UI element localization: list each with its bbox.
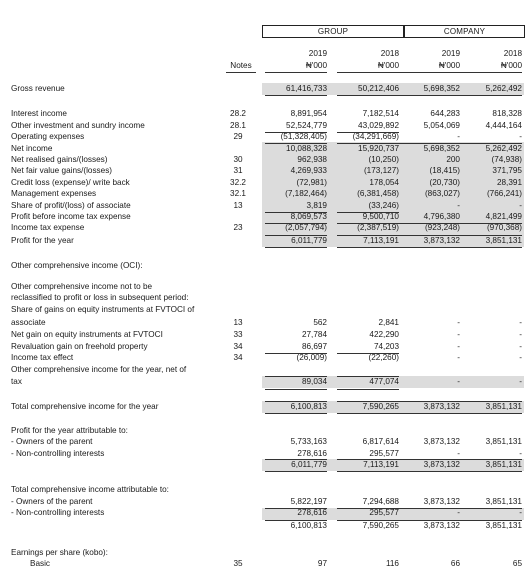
amount-cell: (2,387,519) bbox=[357, 223, 399, 232]
subtotal-rule bbox=[398, 95, 460, 96]
amount-cell: 4,444,164 bbox=[485, 121, 522, 130]
amount-cell: - bbox=[457, 508, 460, 517]
amount-cell: 4,796,380 bbox=[423, 212, 460, 221]
subtotal-rule bbox=[460, 520, 522, 521]
amount-cell: (72,981) bbox=[296, 178, 327, 187]
amount-cell: 5,698,352 bbox=[423, 144, 460, 153]
subtotal-rule bbox=[460, 223, 522, 224]
amount-cell: 3,873,132 bbox=[423, 497, 460, 506]
line-item-label: tax bbox=[11, 377, 22, 386]
line-item-label: - Owners of the parent bbox=[11, 497, 93, 506]
amount-cell: 6,011,779 bbox=[291, 460, 327, 469]
amount-cell: (923,248) bbox=[424, 223, 460, 232]
amount-cell: 3,851,131 bbox=[485, 460, 522, 469]
amount-cell: (33,246) bbox=[368, 201, 399, 210]
subtotal-rule bbox=[265, 235, 327, 236]
line-item-label: Net gain on equity instruments at FVTOCI bbox=[11, 330, 163, 339]
line-item-label: associate bbox=[11, 318, 46, 327]
subtotal-rule bbox=[398, 247, 460, 248]
amount-cell: 6,100,813 bbox=[290, 521, 327, 530]
amount-cell: 818,328 bbox=[492, 109, 522, 118]
line-item-label: Profit for the year bbox=[11, 236, 74, 245]
amount-cell: 278,616 bbox=[297, 449, 327, 458]
year-header: 2019 bbox=[308, 49, 327, 58]
amount-cell: 3,873,132 bbox=[423, 521, 460, 530]
amount-cell: 7,294,688 bbox=[362, 497, 399, 506]
amount-cell: 43,029,892 bbox=[358, 121, 399, 130]
subtotal-rule bbox=[337, 471, 399, 472]
amount-cell: - bbox=[519, 318, 522, 327]
amount-cell: 422,290 bbox=[369, 330, 399, 339]
amount-cell: (7,182,464) bbox=[285, 189, 327, 198]
amount-cell: 3,873,132 bbox=[423, 402, 460, 411]
header-underline bbox=[337, 72, 399, 73]
amount-cell: 178,054 bbox=[369, 178, 399, 187]
amount-cell: 28,391 bbox=[496, 178, 522, 187]
subtotal-rule bbox=[337, 401, 399, 402]
subtotal-rule bbox=[337, 247, 399, 248]
amount-cell: 295,577 bbox=[369, 449, 399, 458]
amount-cell: (10,250) bbox=[368, 155, 399, 164]
subtotal-rule bbox=[337, 223, 399, 224]
amount-cell: (22,260) bbox=[368, 353, 399, 362]
amount-cell: 8,069,573 bbox=[290, 212, 327, 221]
amount-cell: 7,590,265 bbox=[362, 521, 399, 530]
line-item-label: reclassified to profit or loss in subsequent period: bbox=[11, 293, 189, 302]
note-ref: 34 bbox=[233, 353, 243, 362]
line-item-label: Revaluation gain on freehold property bbox=[11, 342, 148, 351]
subtotal-rule bbox=[398, 520, 460, 521]
amount-cell: (74,938) bbox=[491, 155, 522, 164]
amount-cell: 5,733,163 bbox=[290, 437, 327, 446]
amount-cell: - bbox=[457, 449, 460, 458]
line-item-label: Interest income bbox=[11, 109, 67, 118]
subtotal-rule bbox=[337, 353, 399, 354]
amount-cell: 50,212,406 bbox=[358, 84, 399, 93]
subtotal-rule bbox=[337, 132, 399, 133]
amount-cell: 7,182,514 bbox=[362, 109, 399, 118]
note-ref: 32.2 bbox=[230, 178, 246, 187]
notes-column-header: Notes bbox=[230, 61, 252, 70]
year-header: 2019 bbox=[441, 49, 460, 58]
amount-cell: 89,034 bbox=[301, 377, 327, 386]
header-underline bbox=[398, 72, 460, 73]
subtotal-rule bbox=[265, 508, 327, 509]
subtotal-rule bbox=[460, 508, 522, 509]
subtotal-rule bbox=[265, 459, 327, 460]
amount-cell: 3,819 bbox=[306, 201, 327, 210]
amount-cell: 3,873,132 bbox=[423, 236, 460, 245]
group-header: GROUP bbox=[262, 25, 404, 38]
subtotal-rule bbox=[398, 508, 460, 509]
amount-cell: 6,817,614 bbox=[362, 437, 399, 446]
amount-cell: - bbox=[457, 353, 460, 362]
subtotal-rule bbox=[460, 413, 522, 414]
line-item-label: Net fair value gains/(losses) bbox=[11, 166, 113, 175]
amount-cell: 200 bbox=[446, 155, 460, 164]
amount-cell: - bbox=[457, 342, 460, 351]
note-ref: 13 bbox=[233, 201, 243, 210]
year-header: 2018 bbox=[380, 49, 399, 58]
subtotal-rule bbox=[265, 413, 327, 414]
line-item-label: Total comprehensive income attributable to: bbox=[11, 485, 169, 494]
company-header: COMPANY bbox=[404, 25, 525, 38]
line-item-label: Net realised gains/(losses) bbox=[11, 155, 108, 164]
line-item-label: Total comprehensive income for the year bbox=[11, 402, 159, 411]
note-ref: 23 bbox=[233, 223, 243, 232]
amount-cell: - bbox=[519, 449, 522, 458]
amount-cell: 86,697 bbox=[301, 342, 327, 351]
amount-cell: 7,113,191 bbox=[363, 236, 399, 245]
amount-cell: - bbox=[519, 508, 522, 517]
amount-cell: 295,577 bbox=[369, 508, 399, 517]
subtotal-rule bbox=[460, 471, 522, 472]
amount-cell: - bbox=[519, 342, 522, 351]
amount-cell: (18,415) bbox=[429, 166, 460, 175]
amount-cell: 3,851,131 bbox=[485, 521, 522, 530]
subtotal-rule bbox=[337, 520, 399, 521]
amount-cell: 74,203 bbox=[373, 342, 399, 351]
subtotal-rule bbox=[337, 235, 399, 236]
subtotal-rule bbox=[460, 247, 522, 248]
unit-header: ₦'000 bbox=[500, 61, 522, 70]
subtotal-rule bbox=[337, 413, 399, 414]
unit-header: ₦'000 bbox=[377, 61, 399, 70]
line-item-label: Net income bbox=[11, 144, 53, 153]
amount-cell: 10,088,328 bbox=[286, 144, 327, 153]
year-header: 2018 bbox=[503, 49, 522, 58]
amount-cell: (51,328,405) bbox=[280, 132, 327, 141]
amount-cell: - bbox=[457, 132, 460, 141]
line-item-label: Gross revenue bbox=[11, 84, 65, 93]
subtotal-rule bbox=[398, 459, 460, 460]
header-underline bbox=[265, 72, 327, 73]
amount-cell: 278,616 bbox=[297, 508, 327, 517]
amount-cell: (863,027) bbox=[424, 189, 460, 198]
subtotal-rule bbox=[265, 143, 327, 144]
amount-cell: 3,873,132 bbox=[423, 460, 460, 469]
amount-cell: 4,821,499 bbox=[485, 212, 522, 221]
amount-cell: 116 bbox=[385, 559, 399, 568]
amount-cell: - bbox=[457, 330, 460, 339]
amount-cell: 5,054,069 bbox=[423, 121, 460, 130]
line-item-label: Profit for the year attributable to: bbox=[11, 426, 128, 435]
amount-cell: - bbox=[519, 132, 522, 141]
line-item-label: Basic bbox=[30, 559, 51, 568]
amount-cell: 5,698,352 bbox=[423, 84, 460, 93]
amount-cell: 7,590,265 bbox=[362, 402, 399, 411]
note-ref: 30 bbox=[233, 155, 243, 164]
amount-cell: (970,368) bbox=[486, 223, 522, 232]
note-ref: 13 bbox=[233, 318, 243, 327]
subtotal-rule bbox=[398, 413, 460, 414]
subtotal-rule bbox=[460, 401, 522, 402]
subtotal-rule bbox=[265, 401, 327, 402]
line-item-label: Share of profit/(loss) of associate bbox=[11, 201, 131, 210]
line-item-label: Share of gains on equity instruments at FVTOCI of bbox=[11, 305, 195, 314]
notes-underline bbox=[226, 72, 256, 73]
subtotal-rule bbox=[337, 95, 399, 96]
amount-cell: 52,524,779 bbox=[286, 121, 327, 130]
line-item-label: - Non-controlling interests bbox=[11, 449, 105, 458]
amount-cell: 477,074 bbox=[369, 377, 399, 386]
amount-cell: 2,841 bbox=[378, 318, 399, 327]
amount-cell: - bbox=[519, 377, 522, 386]
amount-cell: 6,011,779 bbox=[291, 236, 327, 245]
subtotal-rule bbox=[337, 459, 399, 460]
amount-cell: - bbox=[519, 330, 522, 339]
note-ref: 31 bbox=[233, 166, 243, 175]
subtotal-rule bbox=[265, 223, 327, 224]
subtotal-rule bbox=[265, 132, 327, 133]
subtotal-rule bbox=[337, 376, 399, 377]
subtotal-rule bbox=[398, 401, 460, 402]
subtotal-rule bbox=[265, 247, 327, 248]
subtotal-rule bbox=[460, 459, 522, 460]
amount-cell: 3,851,131 bbox=[485, 402, 522, 411]
amount-cell: (26,009) bbox=[296, 353, 327, 362]
amount-cell: - bbox=[457, 201, 460, 210]
subtotal-rule bbox=[265, 520, 327, 521]
line-item-label: Other comprehensive income for the year, net of bbox=[11, 365, 187, 374]
line-item-label: Management expenses bbox=[11, 189, 97, 198]
line-item-label: - Non-controlling interests bbox=[11, 508, 105, 517]
amount-cell: (6,381,458) bbox=[357, 189, 399, 198]
amount-cell: 5,822,197 bbox=[290, 497, 327, 506]
note-ref: 34 bbox=[233, 342, 243, 351]
amount-cell: - bbox=[457, 318, 460, 327]
subtotal-rule bbox=[337, 212, 399, 213]
line-item-label: Other comprehensive income not to be bbox=[11, 282, 153, 291]
subtotal-rule bbox=[337, 389, 399, 390]
subtotal-rule bbox=[265, 353, 327, 354]
subtotal-rule bbox=[460, 95, 522, 96]
line-item-label: Operating expenses bbox=[11, 132, 85, 141]
amount-cell: 3,873,132 bbox=[423, 437, 460, 446]
amount-cell: 27,784 bbox=[301, 330, 327, 339]
note-ref: 28.2 bbox=[230, 109, 246, 118]
line-item-label: - Owners of the parent bbox=[11, 437, 93, 446]
amount-cell: 5,262,492 bbox=[485, 84, 522, 93]
amount-cell: - bbox=[519, 353, 522, 362]
subtotal-rule bbox=[265, 389, 327, 390]
line-item-label: Income tax effect bbox=[11, 353, 74, 362]
subtotal-rule bbox=[460, 143, 522, 144]
amount-cell: 61,416,733 bbox=[286, 84, 327, 93]
note-ref: 28.1 bbox=[230, 121, 246, 130]
subtotal-rule bbox=[398, 235, 460, 236]
subtotal-rule bbox=[398, 143, 460, 144]
header-underline bbox=[460, 72, 522, 73]
line-item-label: Other comprehensive income (OCI): bbox=[11, 261, 143, 270]
note-ref: 32.1 bbox=[230, 189, 246, 198]
amount-cell: 8,891,954 bbox=[290, 109, 327, 118]
line-item-label: Credit loss (expense)/ write back bbox=[11, 178, 130, 187]
amount-cell: 5,262,492 bbox=[485, 144, 522, 153]
amount-cell: 15,920,737 bbox=[358, 144, 399, 153]
amount-cell: 3,851,131 bbox=[485, 236, 522, 245]
amount-cell: 371,795 bbox=[492, 166, 522, 175]
amount-cell: 9,500,710 bbox=[362, 212, 399, 221]
amount-cell: 6,100,813 bbox=[290, 402, 327, 411]
subtotal-rule bbox=[398, 223, 460, 224]
line-item-label: Earnings per share (kobo): bbox=[11, 548, 108, 557]
unit-header: ₦'000 bbox=[438, 61, 460, 70]
amount-cell: 66 bbox=[450, 559, 460, 568]
line-item-label: Other investment and sundry income bbox=[11, 121, 145, 130]
amount-cell: (766,241) bbox=[486, 189, 522, 198]
amount-cell: 65 bbox=[512, 559, 522, 568]
note-ref: 35 bbox=[233, 559, 243, 568]
amount-cell: (34,291,669) bbox=[352, 132, 399, 141]
line-item-label: Income tax expense bbox=[11, 223, 85, 232]
note-ref: 33 bbox=[233, 330, 243, 339]
amount-cell: (20,730) bbox=[429, 178, 460, 187]
amount-cell: 644,283 bbox=[430, 109, 460, 118]
amount-cell: 962,938 bbox=[297, 155, 327, 164]
amount-cell: 3,851,131 bbox=[485, 437, 522, 446]
subtotal-rule bbox=[265, 212, 327, 213]
subtotal-rule bbox=[337, 508, 399, 509]
amount-cell: - bbox=[457, 377, 460, 386]
unit-header: ₦'000 bbox=[305, 61, 327, 70]
amount-cell: 3,851,131 bbox=[485, 497, 522, 506]
amount-cell: - bbox=[519, 201, 522, 210]
note-ref: 29 bbox=[233, 132, 243, 141]
subtotal-rule bbox=[398, 471, 460, 472]
line-item-label: Profit before income tax expense bbox=[11, 212, 131, 221]
subtotal-rule bbox=[265, 471, 327, 472]
amount-cell: (2,057,794) bbox=[285, 223, 327, 232]
amount-cell: 7,113,191 bbox=[363, 460, 399, 469]
subtotal-rule bbox=[460, 235, 522, 236]
subtotal-rule bbox=[337, 143, 399, 144]
subtotal-rule bbox=[265, 95, 327, 96]
amount-cell: 562 bbox=[313, 318, 327, 327]
subtotal-rule bbox=[265, 376, 327, 377]
amount-cell: (173,127) bbox=[363, 166, 399, 175]
amount-cell: 97 bbox=[317, 559, 327, 568]
amount-cell: 4,269,933 bbox=[290, 166, 327, 175]
